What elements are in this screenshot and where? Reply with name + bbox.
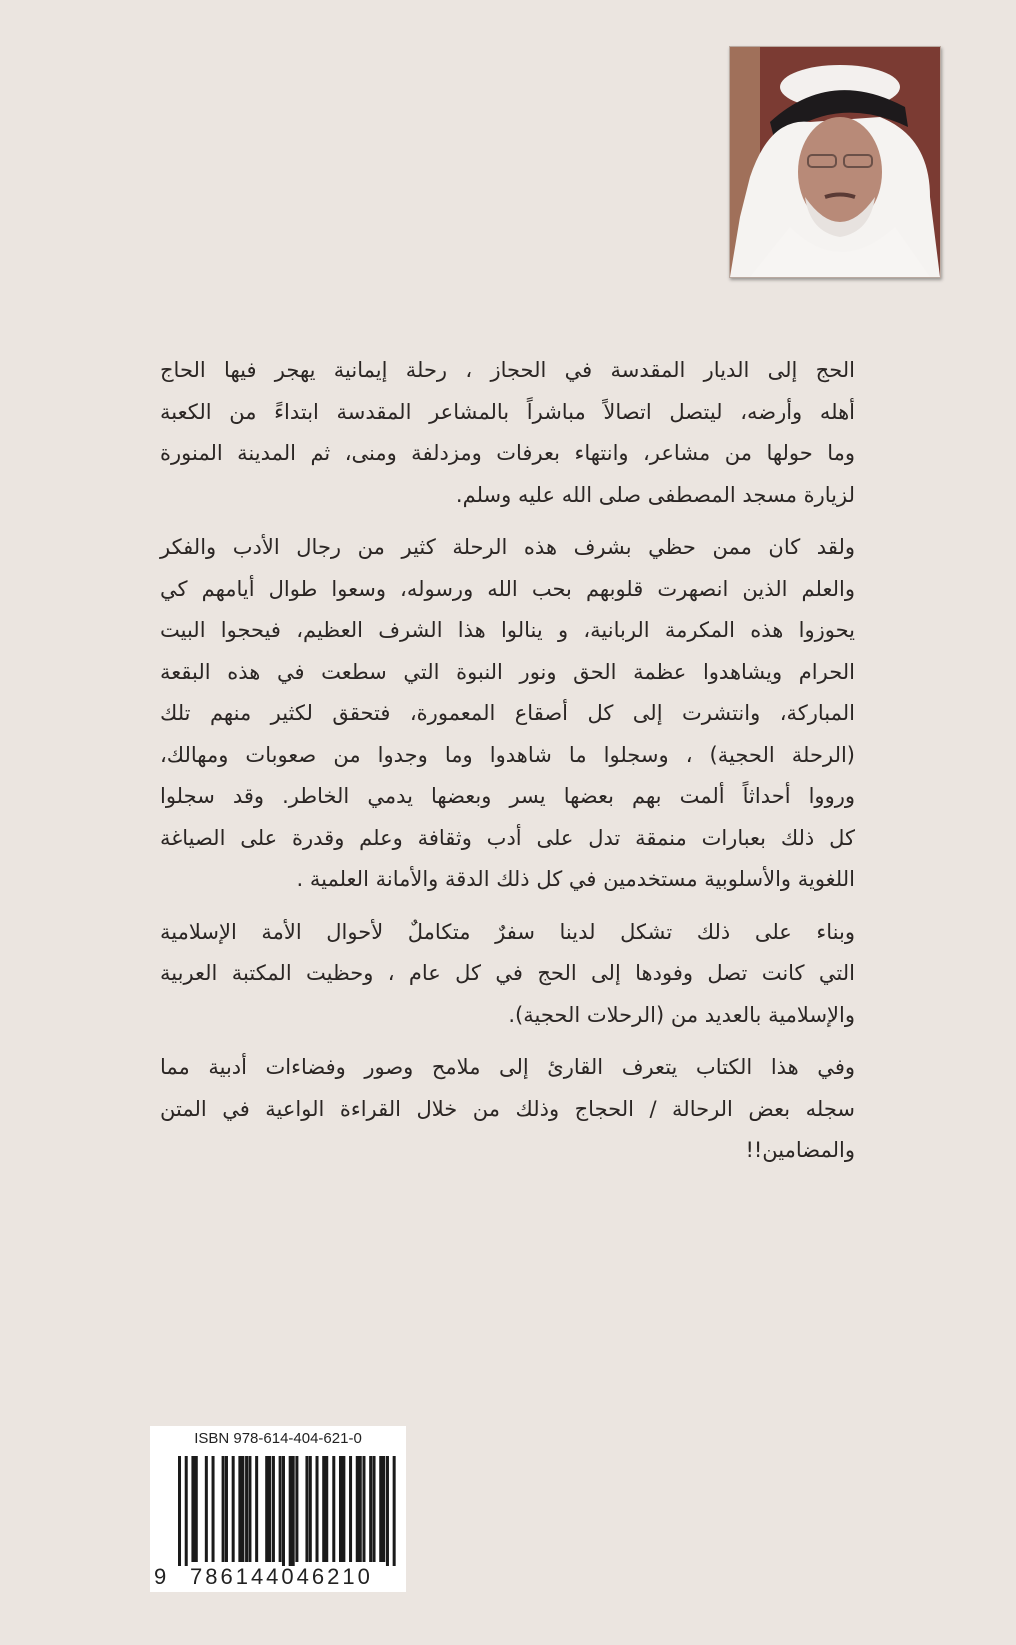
blurb-line: لزيارة مسجد المصطفى صلى الله عليه وسلم. — [455, 482, 855, 507]
barcode-bar — [322, 1456, 328, 1562]
barcode-bar — [373, 1456, 376, 1562]
barcode-bar — [272, 1456, 275, 1562]
blurb-line: الحرام ويشاهدوا عظمة الحق ونور النبوة التي سطعت في هذه البقعة — [160, 659, 855, 684]
blurb-line: (الرحلة الحجية) ، وسجلوا ما شاهدوا وما وجدوا من صعوبات ومهالك، — [160, 742, 855, 767]
barcode-bar — [279, 1456, 282, 1562]
blurb-line: ولقد كان ممن حظي بشرف هذه الرحلة كثير من رجال الأدب والفكر — [160, 535, 855, 559]
barcode-digits: 786144046210 — [190, 1564, 373, 1589]
blurb-line: ورووا أحداثاً ألمت بهم بعضها يسر وبعضها يدمي الخاطر. وقد سجلوا — [160, 784, 855, 808]
barcode-bar — [195, 1456, 198, 1562]
barcode-bar — [255, 1456, 258, 1562]
barcode-bar — [309, 1456, 312, 1562]
blurb-line: وفي هذا الكتاب يتعرف القارئ إلى ملامح وصور وفضاءات أدبية مما — [160, 1055, 855, 1079]
blurb-line: كل ذلك بعبارات منمقة تدل على أدب وثقافة وعلم وقدرة على الصياغة — [160, 825, 855, 850]
barcode-bar — [245, 1456, 248, 1562]
barcode-bar — [289, 1456, 295, 1566]
blurb-line: سجله بعض الرحالة / الحجاج وذلك من خلال القراءة الواعية في المتن — [160, 1096, 855, 1121]
barcode-bar — [295, 1456, 298, 1562]
blurb-line: والعلم الذين انصهرت قلوبهم بحب الله ورسوله، وسعوا طوال أيامهم كي — [160, 576, 855, 601]
barcode-bar — [305, 1456, 308, 1562]
blurb-line: اللغوية والأسلوبية مستخدمين في كل ذلك الدقة والأمانة العلمية . — [296, 867, 855, 891]
barcode-bar — [316, 1456, 319, 1562]
barcode-bar — [342, 1456, 345, 1562]
barcode-bar — [393, 1456, 396, 1566]
barcode-bar — [386, 1456, 389, 1566]
barcode-bar — [379, 1456, 385, 1562]
blurb-line: والإسلامية بالعديد من (الرحلات الحجية). — [508, 1002, 855, 1027]
barcode-bar — [356, 1456, 362, 1562]
author-photo — [729, 46, 941, 278]
blurb-paragraph — [160, 527, 855, 901]
barcode-bar — [205, 1456, 208, 1562]
barcode-bar — [248, 1456, 251, 1562]
barcode-bar — [238, 1456, 244, 1562]
barcode-bar — [212, 1456, 215, 1562]
blurb-line: الحج إلى الديار المقدسة في الحجاز ، رحلة إيمانية يهجر فيها الحاج — [160, 358, 855, 382]
blurb-line: أهله وأرضه، ليتصل اتصالاً مباشراً بالمشاعر المقدسة ابتداءً من الكعبة — [160, 399, 855, 424]
barcode-bar — [222, 1456, 225, 1562]
barcode-bar — [369, 1456, 372, 1562]
barcode-bar — [265, 1456, 271, 1562]
back-cover-blurb — [160, 350, 855, 1183]
blurb-line: وما حولها من مشاعر، وانتهاء بعرفات ومزدلفة ومنى، ثم المدينة المنورة — [160, 441, 855, 465]
barcode-bar — [225, 1456, 228, 1562]
barcode-digit-first: 9 — [154, 1564, 170, 1589]
blurb-line: وبناء على ذلك تشكل لدينا سفرٌ متكاملٌ لأحوال الأمة الإسلامية — [160, 919, 855, 944]
blurb-paragraph — [160, 350, 855, 516]
barcode-bars-icon — [178, 1456, 396, 1566]
blurb-line: التي كانت تصل وفودها إلى الحج في كل عام ، وحظيت المكتبة العربية — [160, 961, 855, 985]
barcode-bar — [178, 1456, 181, 1566]
blurb-paragraph — [160, 1047, 855, 1172]
barcode-bar — [282, 1456, 285, 1566]
barcode-bar — [232, 1456, 235, 1562]
isbn-barcode — [150, 1426, 406, 1592]
barcode-bar — [349, 1456, 352, 1562]
barcode-bar — [185, 1456, 188, 1566]
blurb-line: المباركة، وانتشرت إلى كل أصقاع المعمورة، فتحقق لكثير منهم تلك — [160, 701, 855, 725]
blurb-line: والمضامين!! — [745, 1138, 855, 1162]
barcode-bar — [332, 1456, 335, 1562]
barcode-bar — [362, 1456, 365, 1562]
isbn-label: ISBN 978-614-404-621-0 — [194, 1430, 362, 1447]
blurb-line: يحوزوا هذه المكرمة الربانية، و ينالوا هذا الشرف العظيم، فيحجوا البيت — [160, 618, 855, 642]
author-portrait-icon — [730, 47, 940, 277]
blurb-paragraph — [160, 912, 855, 1037]
